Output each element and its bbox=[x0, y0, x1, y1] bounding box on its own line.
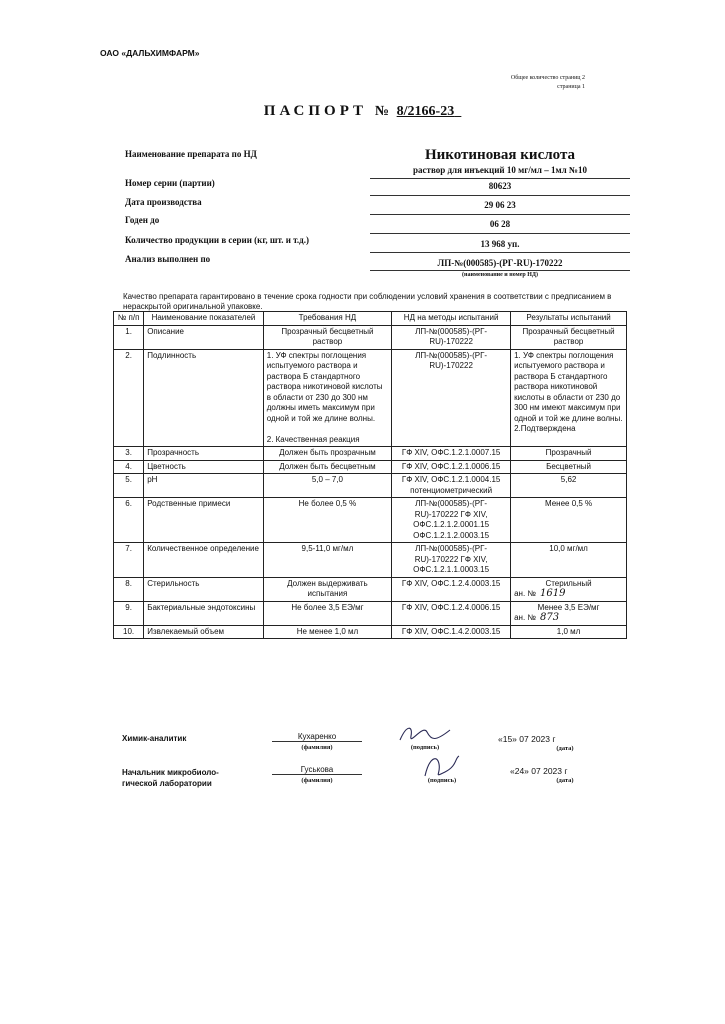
row-result bbox=[511, 349, 627, 447]
row-method: ГФ XIV, ОФС.1.2.4.0003.15 bbox=[392, 577, 511, 601]
divider bbox=[370, 178, 630, 179]
analysis-number-label: ан. № bbox=[514, 613, 537, 622]
row-method: ЛП-№(000585)-(РГ-RU)-170222 bbox=[392, 349, 511, 447]
row-number: 6. bbox=[114, 498, 144, 543]
row-parameter: Подлинность bbox=[144, 349, 264, 447]
row-method: ГФ XIV, ОФС.1.2.1.0004.15 потенциометрический bbox=[392, 474, 511, 498]
drug-form: раствор для инъекций 10 мг/мл – 1мл №10 bbox=[413, 165, 587, 175]
caption-signature: (подпись) bbox=[410, 744, 440, 751]
row-parameter: Родственные примеси bbox=[144, 498, 264, 543]
row-analysis-number bbox=[514, 613, 623, 624]
row-result-text: 10,0 мг/мл bbox=[549, 544, 588, 553]
header-results: Результаты испытаний bbox=[511, 312, 627, 326]
caption-surname: (фамилия) bbox=[301, 777, 333, 784]
row-requirement: 1. УФ спектры поглощения испытуемого раствора и раствора Б стандартного раствора никотиновой кислоты в области от 230 до 300 нм должны иметь максимум при одной и той же длине волны. 2. Качественная реакция bbox=[263, 349, 391, 447]
head-label-line1: Начальник микробиоло- bbox=[122, 768, 219, 777]
chemist-signature bbox=[395, 722, 455, 746]
row-requirement: 9,5-11,0 мг/мл bbox=[263, 543, 391, 578]
row-result bbox=[511, 325, 627, 349]
analysis-note: (наименование и номер НД) bbox=[462, 272, 538, 278]
analysis-label: Анализ выполнен по bbox=[125, 254, 211, 264]
table-row bbox=[114, 447, 627, 461]
pages-current: страница 1 bbox=[557, 84, 585, 90]
row-requirement: Должен быть бесцветным bbox=[263, 460, 391, 474]
page-title: ПАСПОРТ № 8/2166-23_ bbox=[263, 103, 462, 119]
test-results-table bbox=[113, 311, 627, 639]
row-result bbox=[511, 601, 627, 625]
divider bbox=[370, 214, 630, 215]
row-result bbox=[511, 625, 627, 639]
row-result bbox=[511, 498, 627, 543]
row-result bbox=[511, 577, 627, 601]
row-method: ЛП-№(000585)-(РГ-RU)-170222 bbox=[392, 325, 511, 349]
row-requirement: Не более 3,5 ЕЭ/мг bbox=[263, 601, 391, 625]
row-analysis-number bbox=[514, 589, 623, 600]
chemist-date: «15» 07 2023 г bbox=[498, 734, 556, 744]
head-signature bbox=[415, 752, 465, 780]
row-result-text: 1,0 мл bbox=[556, 626, 581, 636]
divider bbox=[370, 233, 630, 234]
table-row bbox=[114, 498, 627, 543]
row-parameter: Количественное определение bbox=[144, 543, 264, 578]
caption-date: (дата) bbox=[556, 777, 574, 784]
head-label-line2: гической лаборатории bbox=[122, 779, 212, 788]
caption-signature: (подпись) bbox=[427, 777, 457, 784]
divider bbox=[370, 270, 630, 271]
chemist-name: Кухаренко bbox=[272, 732, 362, 742]
qty-label: Количество продукции в серии (кг, шт. и т.д.) bbox=[125, 235, 309, 245]
table-row bbox=[114, 543, 627, 578]
divider bbox=[370, 195, 630, 196]
row-requirement: Прозрачный бесцветный раствор bbox=[263, 325, 391, 349]
row-number: 7. bbox=[114, 543, 144, 578]
row-result-text: Прозрачный bbox=[545, 448, 592, 457]
row-result-text: 5,62 bbox=[560, 475, 577, 484]
row-result bbox=[511, 447, 627, 461]
analysis-number-label: ан. № bbox=[514, 589, 537, 598]
passport-number: 8/2166-23 bbox=[396, 104, 455, 119]
chemist-label: Химик-аналитик bbox=[122, 734, 187, 743]
row-result-text: Бесцветный bbox=[546, 461, 592, 471]
row-method: ГФ XIV, ОФС.1.2.1.0006.15 bbox=[392, 460, 511, 474]
row-method: ГФ XIV, ОФС.1.2.1.0007.15 bbox=[392, 447, 511, 461]
row-number: 10. bbox=[114, 625, 144, 639]
microbiology-head-label bbox=[122, 767, 219, 789]
row-result-text: Прозрачный бесцветный раствор bbox=[522, 326, 615, 346]
header-parameter: Наименование показателей bbox=[144, 312, 264, 326]
row-requirement: 5,0 – 7,0 bbox=[263, 474, 391, 498]
prod-date-value: 29 06 23 bbox=[484, 200, 516, 210]
row-method: ЛП-№(000585)-(РГ-RU)-170222 ГФ XIV, ОФС.1.2.1.1.0003.15 bbox=[392, 543, 511, 578]
row-result bbox=[511, 474, 627, 498]
series-value: 80623 bbox=[488, 181, 512, 191]
row-number: 2. bbox=[114, 349, 144, 447]
company-name: ОАО «ДАЛЬХИМФАРМ» bbox=[100, 48, 200, 58]
title-word: ПАСПОРТ bbox=[263, 103, 368, 119]
header-methods: НД на методы испытаний bbox=[392, 312, 511, 326]
caption-date: (дата) bbox=[556, 745, 574, 752]
row-result-text: Менее 3,5 ЕЭ/мг bbox=[537, 602, 600, 612]
table-row bbox=[114, 349, 627, 447]
table-row bbox=[114, 601, 627, 625]
table-row bbox=[114, 325, 627, 349]
row-number: 4. bbox=[114, 460, 144, 474]
table-row bbox=[114, 625, 627, 639]
row-number: 1. bbox=[114, 325, 144, 349]
row-result-text: Менее 0,5 % bbox=[544, 499, 593, 508]
row-method: ГФ XIV, ОФС.1.2.4.0006.15 bbox=[392, 601, 511, 625]
table-row bbox=[114, 460, 627, 474]
row-parameter: Описание bbox=[144, 325, 264, 349]
prod-date-label: Дата производства bbox=[125, 197, 202, 207]
row-number: 8. bbox=[114, 577, 144, 601]
row-parameter: Цветность bbox=[144, 460, 264, 474]
title-num-label: № bbox=[374, 104, 389, 119]
header-number: № п/п bbox=[114, 312, 144, 326]
pages-total: Общее количество страниц 2 bbox=[510, 75, 585, 81]
divider bbox=[370, 252, 630, 253]
row-parameter: Прозрачность bbox=[144, 447, 264, 461]
row-requirement: Не более 0,5 % bbox=[263, 498, 391, 543]
expiry-value: 06 28 bbox=[489, 219, 511, 229]
qty-value: 13 968 уп. bbox=[480, 239, 520, 249]
analysis-value: ЛП-№(000585)-(РГ-RU)-170222 bbox=[437, 258, 563, 268]
row-requirement: Не менее 1,0 мл bbox=[263, 625, 391, 639]
handwritten-analysis-number: 873 bbox=[540, 612, 560, 623]
caption-surname: (фамилия) bbox=[301, 744, 333, 751]
expiry-label: Годен до bbox=[125, 215, 160, 225]
drug-name: Никотиновая кислота bbox=[424, 147, 575, 163]
row-method: ГФ XIV, ОФС.1.4.2.0003.15 bbox=[392, 625, 511, 639]
row-parameter: Стерильность bbox=[144, 577, 264, 601]
drug-label: Наименование препарата по НД bbox=[125, 149, 257, 159]
head-date: «24» 07 2023 г bbox=[510, 766, 568, 776]
table-row bbox=[114, 474, 627, 498]
row-parameter: Извлекаемый объем bbox=[144, 625, 264, 639]
row-method: ЛП-№(000585)-(РГ-RU)-170222 ГФ XIV, ОФС.1.2.1.2.0001.15 ОФС.1.2.1.2.0003.15 bbox=[392, 498, 511, 543]
row-result bbox=[511, 543, 627, 578]
guarantee-text: Качество препарата гарантировано в течение срока годности при соблюдении условий хранения в соответствии с предписанием в нераскрытой оригинальной упаковке. bbox=[123, 292, 612, 311]
row-result-text: Стерильный bbox=[545, 578, 592, 588]
row-result bbox=[511, 460, 627, 474]
row-result-text: 1. УФ спектры поглощения испытуемого раствора и раствора Б стандартного раствора никотиновой кислоты в области от 230 до 300 нм имеют максимум при одной и той же длине волны. 2.Подтверждена bbox=[514, 350, 623, 433]
row-number: 5. bbox=[114, 474, 144, 498]
handwritten-analysis-number: 1619 bbox=[540, 588, 566, 599]
head-name: Гуськова bbox=[272, 765, 362, 775]
row-parameter: pH bbox=[144, 474, 264, 498]
row-number: 3. bbox=[114, 447, 144, 461]
table-row bbox=[114, 577, 627, 601]
page-count bbox=[511, 74, 585, 92]
header-requirements: Требования НД bbox=[263, 312, 391, 326]
series-label: Номер серии (партии) bbox=[125, 178, 215, 188]
row-number: 9. bbox=[114, 601, 144, 625]
row-requirement: Должен выдерживать испытания bbox=[263, 577, 391, 601]
row-requirement: Должен быть прозрачным bbox=[263, 447, 391, 461]
row-parameter: Бактериальные эндотоксины bbox=[144, 601, 264, 625]
